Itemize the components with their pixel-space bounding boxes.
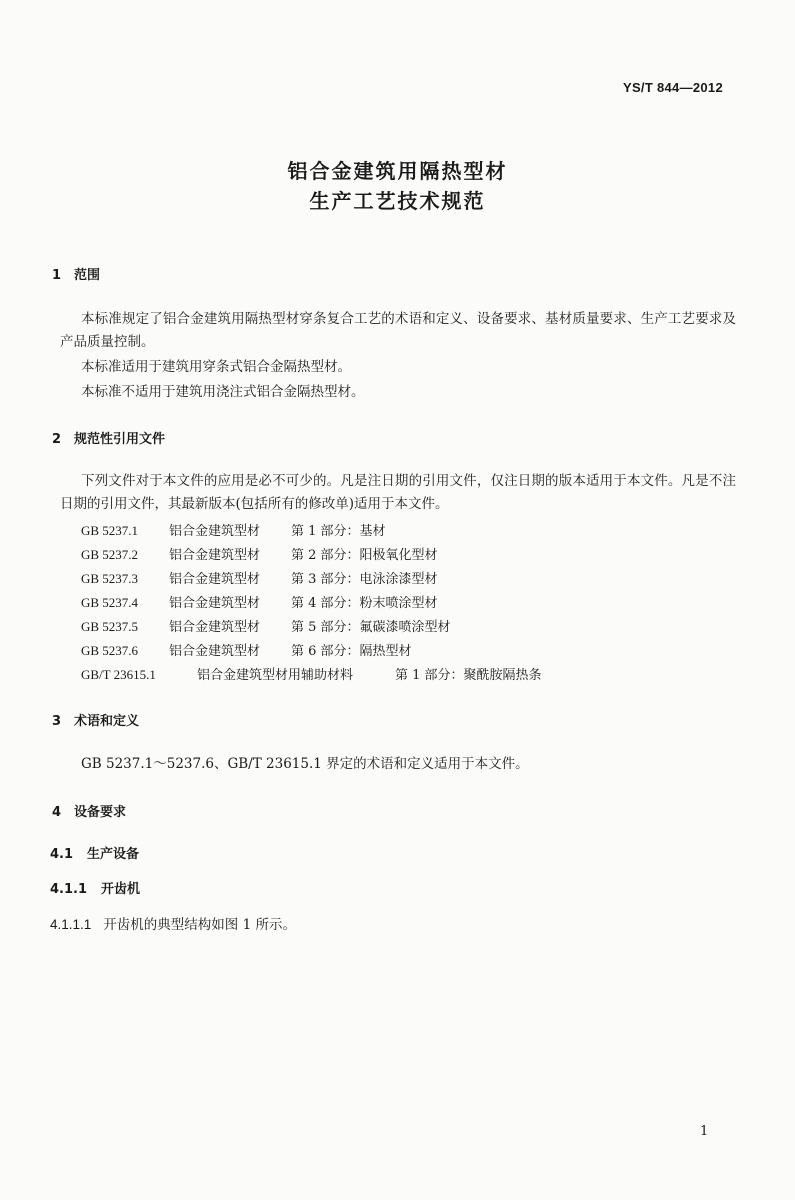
section-3-heading xyxy=(52,710,139,729)
subsection-4-1-number: 4.1 xyxy=(50,847,74,862)
section-4-heading xyxy=(52,801,126,820)
reference-item: GB 5237.1 铝合金建筑型材 第 1 部分：基材 xyxy=(81,523,386,539)
reference-item: GB 5237.2 铝合金建筑型材 第 2 部分：阳极氧化型材 xyxy=(81,547,438,563)
subsection-4-1-1-heading xyxy=(50,878,140,897)
section-1-para-1: 本标准规定了铝合金建筑用隔热型材穿条复合工艺的术语和定义、设备要求、基材质量要求、生产工艺要求及产品质量控制。 xyxy=(60,311,736,350)
title-line-1: 铝合金建筑用隔热型材 xyxy=(287,159,508,183)
document-title xyxy=(0,156,795,216)
reference-item: GB 5237.4 铝合金建筑型材 第 4 部分：粉末喷涂型材 xyxy=(81,595,438,611)
reference-item: GB 5237.5 铝合金建筑型材 第 5 部分：氟碳漆喷涂型材 xyxy=(81,619,451,635)
section-1-number: 1 xyxy=(52,268,62,283)
section-1-para-3: 本标准不适用于建筑用浇注式铝合金隔热型材。 xyxy=(81,384,365,400)
reference-item: GB 5237.3 铝合金建筑型材 第 3 部分：电泳涂漆型材 xyxy=(81,571,438,587)
subsection-4-1-heading xyxy=(50,843,139,862)
reference-item: GB 5237.6 铝合金建筑型材 第 6 部分：隔热型材 xyxy=(81,643,412,659)
standard-number: YS/T 844—2012 xyxy=(622,80,723,95)
subsection-4-1-1-number: 4.1.1 xyxy=(50,882,88,897)
clause-4-1-1-1-text: 开齿机的典型结构如图 1 所示。 xyxy=(103,917,296,933)
section-2-title: 规范性引用文件 xyxy=(74,432,166,447)
page-number: 1 xyxy=(700,1124,709,1139)
section-1-heading xyxy=(52,264,100,283)
section-1-title: 范围 xyxy=(74,268,101,283)
subsection-4-1-title: 生产设备 xyxy=(87,847,140,862)
section-3-text: GB 5237.1～5237.6、GB/T 23615.1 界定的术语和定义适用于本文件。 xyxy=(81,756,529,772)
section-2-intro: 下列文件对于本文件的应用是必不可少的。凡是注日期的引用文件，仅注日期的版本适用于本文件。凡是不注日期的引用文件，其最新版本(包括所有的修改单)适用于本文件。 xyxy=(60,473,736,512)
section-4-number: 4 xyxy=(52,805,62,820)
section-2-number: 2 xyxy=(52,432,62,447)
subsection-4-1-1-title: 开齿机 xyxy=(101,882,141,897)
clause-4-1-1-1 xyxy=(50,913,296,933)
section-3-number: 3 xyxy=(52,714,62,729)
section-3-title: 术语和定义 xyxy=(74,714,140,729)
title-line-2: 生产工艺技术规范 xyxy=(309,189,486,213)
reference-item: GB/T 23615.1 铝合金建筑型材用辅助材料 第 1 部分：聚酰胺隔热条 xyxy=(81,667,542,683)
section-1-para-2: 本标准适用于建筑用穿条式铝合金隔热型材。 xyxy=(81,359,351,375)
section-4-title: 设备要求 xyxy=(74,805,127,820)
clause-4-1-1-1-number: 4.1.1.1 xyxy=(50,917,92,932)
section-2-heading xyxy=(52,428,165,447)
